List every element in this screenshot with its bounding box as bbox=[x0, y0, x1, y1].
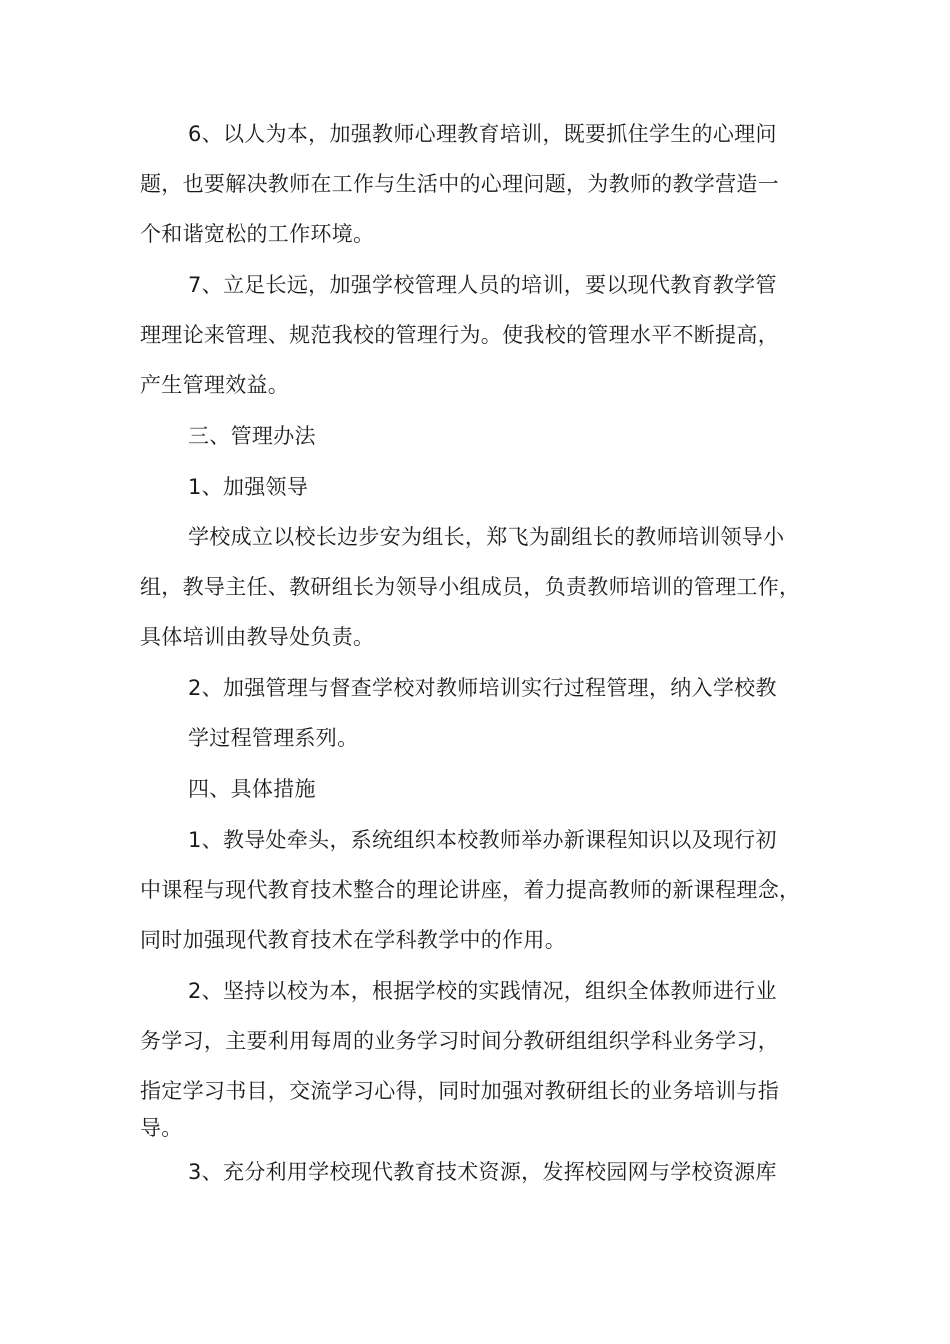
paragraph-line: 7、立足长远，加强学校管理人员的培训，要以现代教育教学管 bbox=[188, 273, 777, 297]
paragraph-line: 同时加强现代教育技术在学科教学中的作用。 bbox=[140, 928, 566, 952]
section-heading: 四、具体措施 bbox=[188, 777, 316, 801]
paragraph-line: 1、教导处牵头，系统组织本校教师举办新课程知识以及现行初 bbox=[188, 828, 777, 852]
paragraph-line: 2、加强管理与督查学校对教师培训实行过程管理，纳入学校教 bbox=[188, 676, 777, 700]
paragraph-line: 3、充分利用学校现代教育技术资源，发挥校园网与学校资源库 bbox=[188, 1160, 777, 1184]
paragraph-line: 务学习，主要利用每周的业务学习时间分教研组组织学科业务学习， bbox=[140, 1029, 779, 1053]
paragraph-line: 产生管理效益。 bbox=[140, 373, 290, 397]
paragraph-line: 题，也要解决教师在工作与生活中的心理问题，为教师的教学营造一 bbox=[140, 172, 779, 196]
paragraph-line: 6、以人为本，加强教师心理教育培训，既要抓住学生的心理问 bbox=[188, 122, 777, 146]
paragraph-line: 中课程与现代教育技术整合的理论讲座，着力提高教师的新课程理念， bbox=[140, 878, 801, 902]
paragraph-line: 导。 bbox=[140, 1116, 183, 1140]
paragraph-line: 学过程管理系列。 bbox=[188, 726, 359, 750]
paragraph-line: 理理论来管理、规范我校的管理行为。使我校的管理水平不断提高， bbox=[140, 323, 779, 347]
section-heading: 三、管理办法 bbox=[188, 424, 316, 448]
paragraph-line: 组，教导主任、教研组长为领导小组成员，负责教师培训的管理工作， bbox=[140, 575, 801, 599]
paragraph-line: 个和谐宽松的工作环境。 bbox=[140, 222, 375, 246]
paragraph-line: 学校成立以校长边步安为组长，郑飞为副组长的教师培训领导小 bbox=[188, 525, 785, 549]
paragraph-line: 2、坚持以校为本，根据学校的实践情况，组织全体教师进行业 bbox=[188, 979, 777, 1003]
paragraph-line: 具体培训由教导处负责。 bbox=[140, 625, 375, 649]
subsection-heading: 1、加强领导 bbox=[188, 475, 309, 499]
paragraph-line: 指定学习书目，交流学习心得，同时加强对教研组长的业务培训与指 bbox=[140, 1079, 779, 1103]
